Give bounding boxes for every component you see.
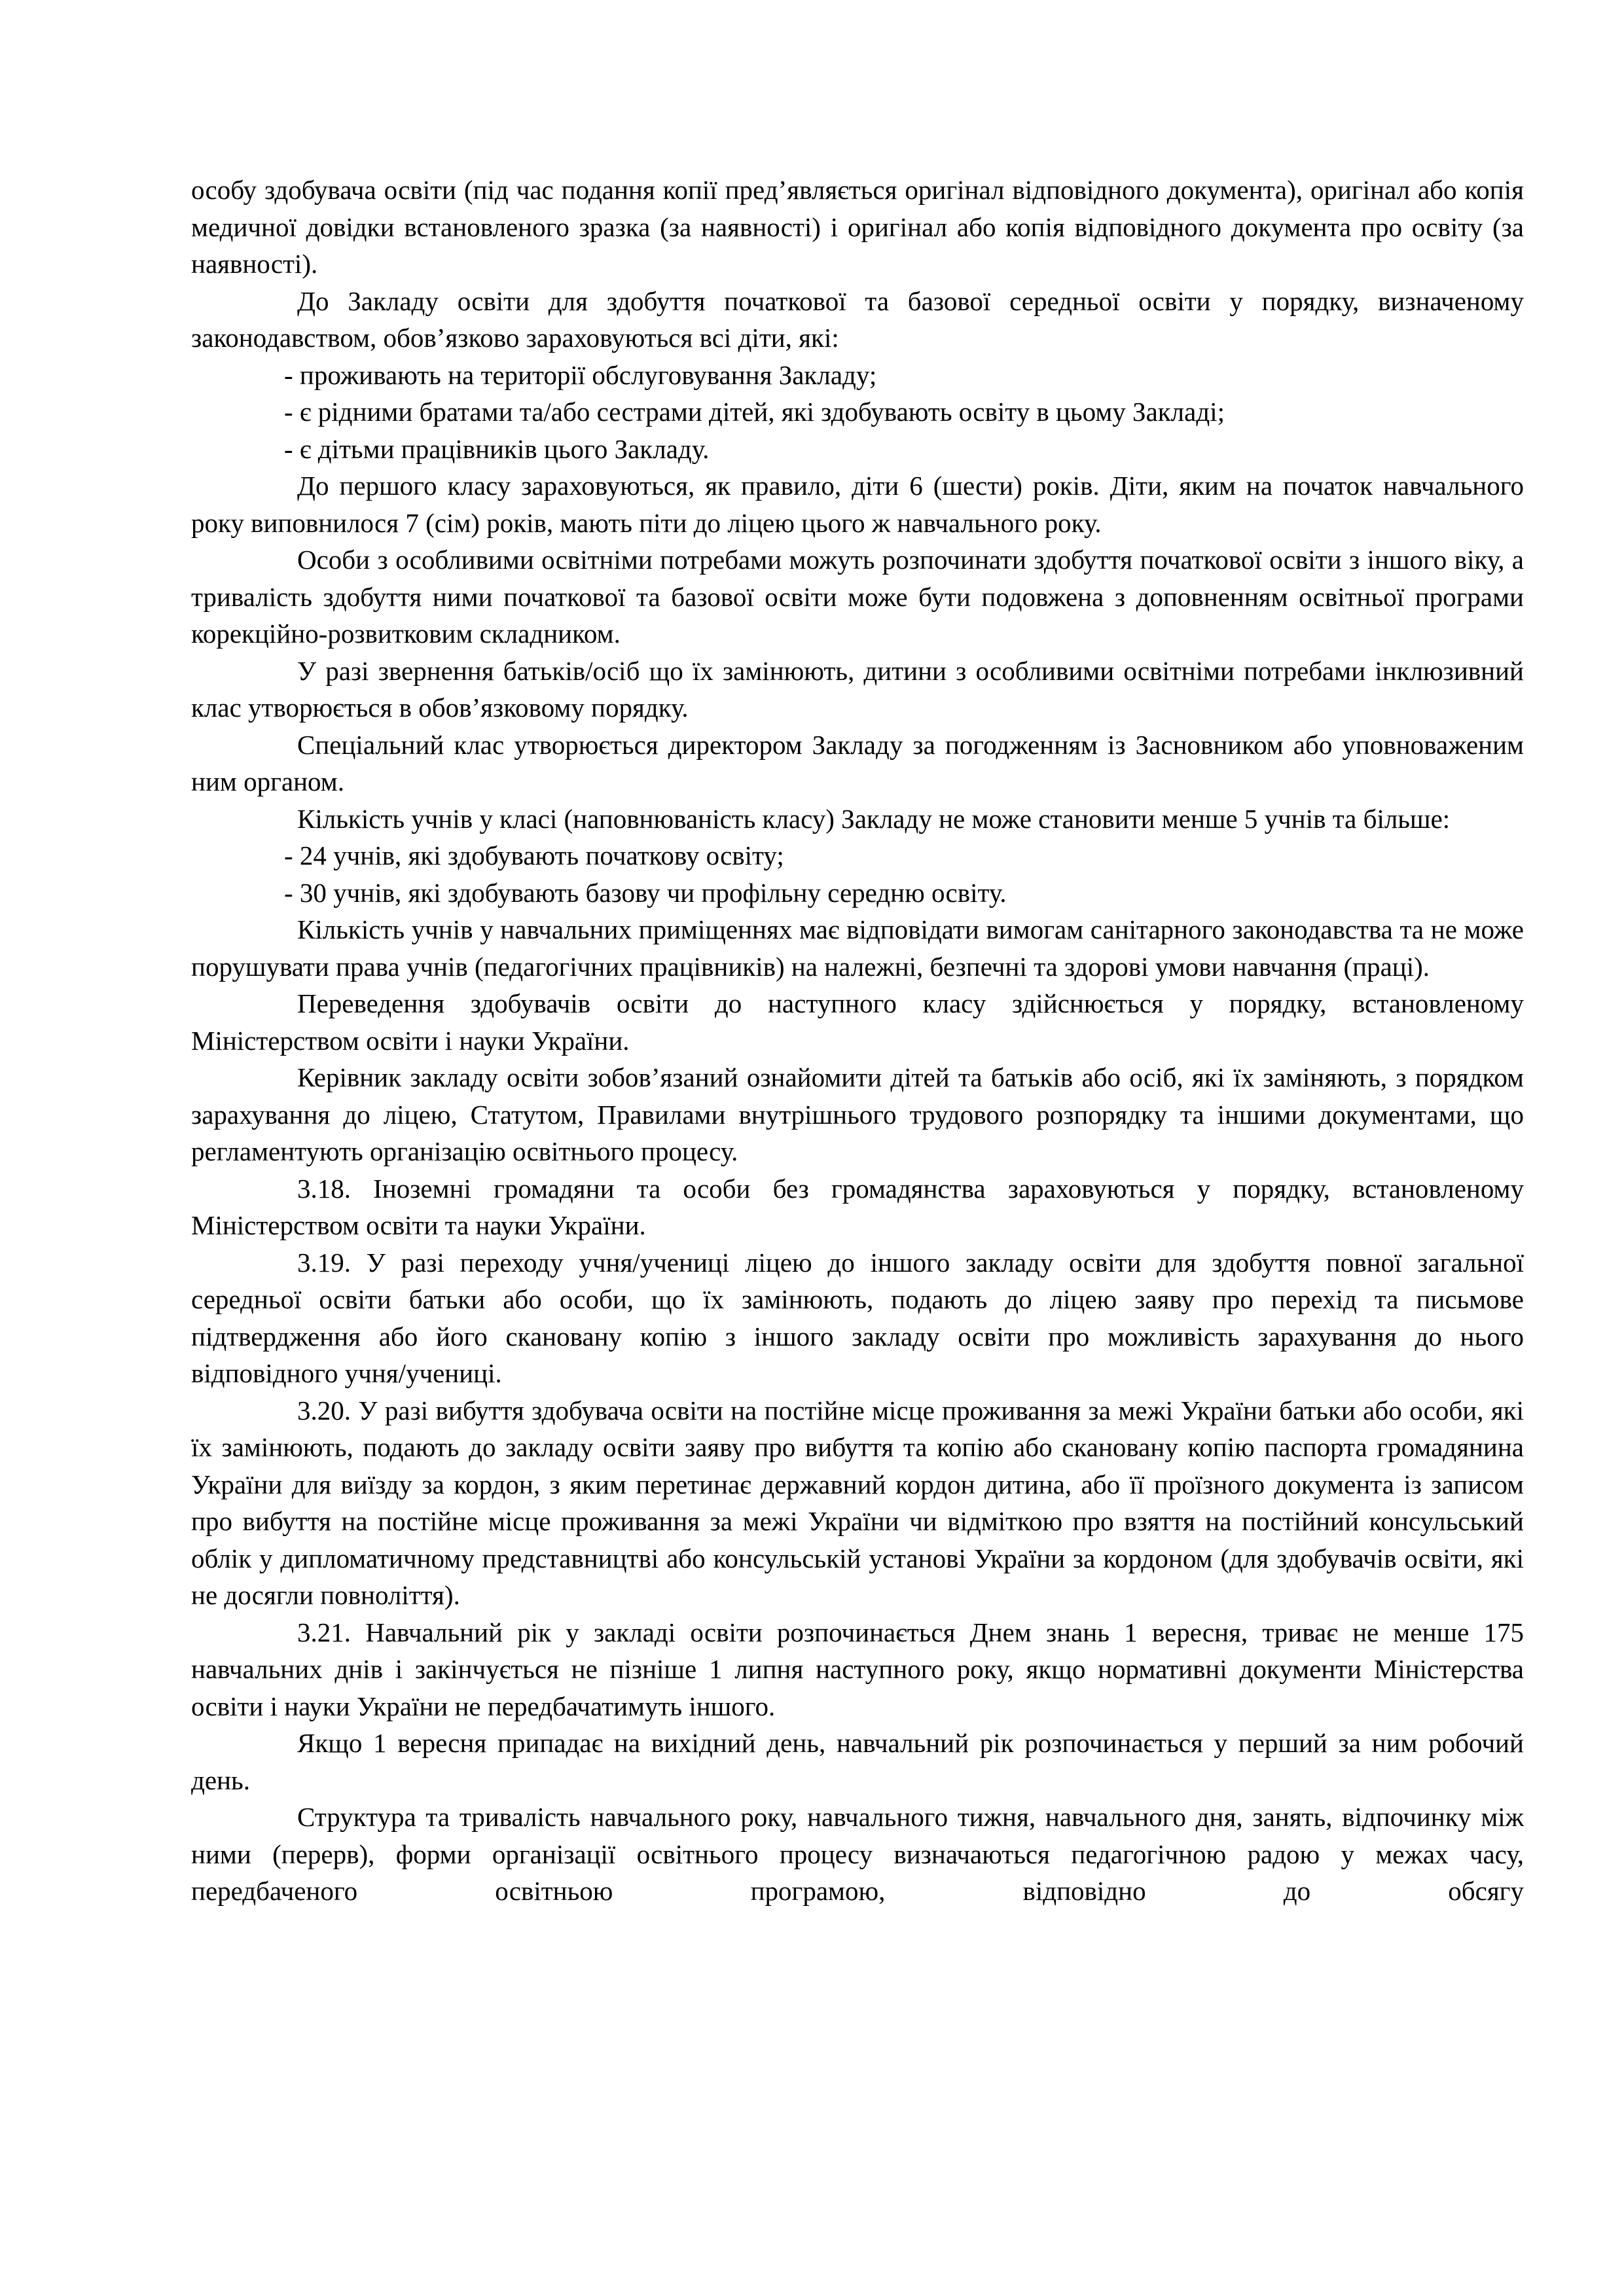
paragraph-director-duty: Керівник закладу освіти зобов’язаний ознайомити дітей та батьків або осіб, які їх заміняють, з порядком зарахування до ліцею, Статутом, Правилами внутрішнього трудового розпорядку та іншими документами, що регламентують організацію освітнього процесу.: [191, 1062, 1524, 1166]
paragraph-continuation: особу здобувача освіти (під час подання копії пред’являється оригінал відповідного документа), оригінал або копія медичної довідки встановленого зразка (за наявності) і оригінал або копія відповідного документа про освіту (за наявності).: [191, 175, 1524, 279]
list-item-siblings: - є рідними братами та/або сестрами дітей, які здобувають освіту в цьому Закладі;: [284, 397, 1225, 427]
paragraph-first-grade-age: До першого класу зараховуються, як правило, діти 6 (шести) років. Діти, яким на початок навчального року виповнилося 7 (сім) років, мають піти до ліцею цього ж навчального року.: [191, 471, 1524, 538]
list-item-primary-limit: - 24 учнів, які здобувають початкову освіту;: [284, 840, 784, 870]
paragraph-inclusive-class: У разі звернення батьків/осіб що їх замінюють, дитини з особливими освітніми потребами інклюзивний клас утворюється в обов’язковому порядку.: [191, 655, 1524, 723]
paragraph-class-size: Кількість учнів у класі (наповнюваність класу) Закладу не може становити менше 5 учнів та більше:: [297, 803, 1451, 834]
paragraph-3-19-transfer: 3.19. У разі переходу учня/учениці ліцею до іншого закладу освіти для здобуття повної загальної середньої освіти батьки або особи, що їх замінюють, подають до ліцею заяву про перехід та письмове підтвердження або його скановану копію з іншого закладу освіти про можливість зарахування до нього відповідного учня/учениці.: [191, 1247, 1524, 1388]
paragraph-grade-promotion: Переведення здобувачів освіти до наступного класу здійснюється у порядку, встановленому Міністерством освіти і науки України.: [191, 988, 1524, 1056]
paragraph-mandatory-enrollment: До Закладу освіти для здобуття початкової та базової середньої освіти у порядку, визначеному законодавством, обов’язково зараховуються всі діти, які:: [191, 285, 1524, 353]
paragraph-room-capacity: Кількість учнів у навчальних приміщеннях має відповідати вимогам санітарного законодавства та не може порушувати права учнів (педагогічних працівників) на належні, безпечні та здорові умови навчання (праці).: [191, 914, 1524, 982]
paragraph-year-structure: Структура та тривалість навчального року, навчального тижня, навчального дня, занять, відпочинку між ними (перерв), форми організації освітнього процесу визначаються педагогічною радою у межах часу, передбаченого освітньою програмою, відповідно до обсягу: [191, 1802, 1524, 1906]
paragraph-3-18-foreigners: 3.18. Іноземні громадяни та особи без громадянства зараховуються у порядку, встановленому Міністерством освіти та науки України.: [191, 1173, 1524, 1240]
list-item-secondary-limit: - 30 учнів, які здобувають базову чи профільну середню освіту.: [284, 877, 1007, 908]
paragraph-weekend-start: Якщо 1 вересня припадає на вихідний день, навчальний рік розпочинається у перший за ним робочий день.: [191, 1728, 1524, 1795]
document-page: [191, 171, 1524, 1910]
paragraph-special-needs: Особи з особливими освітніми потребами можуть розпочинати здобуття початкової освіти з іншого віку, а тривалість здобуття ними початкової та базової освіти може бути подовжена з доповненням освітньої програми корекційно-розвитковим складником.: [191, 545, 1524, 649]
paragraph-3-20-emigration: 3.20. У разі вибуття здобувача освіти на постійне місце проживання за межі України батьки або особи, які їх замінюють, подають до закладу освіти заяву про вибуття та копію або скановану копію паспорта громадянина України для виїзду за кордон, з яким перетинає державний кордон дитина, або її проїзного документа із записом про вибуття на постійне місце проживання за межі України чи відміткою про взяття на постійний консульський облік у дипломатичному представництві або консульській установі України за кордоном (для здобувачів освіти, які не досягли повноліття).: [191, 1395, 1524, 1610]
list-item-staff-children: - є дітьми працівників цього Закладу.: [284, 433, 710, 464]
list-item-territory: - проживають на території обслуговування Закладу;: [284, 359, 877, 390]
paragraph-special-class: Спеціальний клас утворюється директором Закладу за погодженням із Засновником або уповноваженим ним органом.: [191, 729, 1524, 797]
paragraph-3-21-school-year: 3.21. Навчальний рік у закладі освіти розпочинається Днем знань 1 вересня, триває не менше 175 навчальних днів і закінчується не пізніше 1 липня наступного року, якщо нормативні документи Міністерства освіти і науки України не передбачатимуть іншого.: [191, 1617, 1524, 1721]
